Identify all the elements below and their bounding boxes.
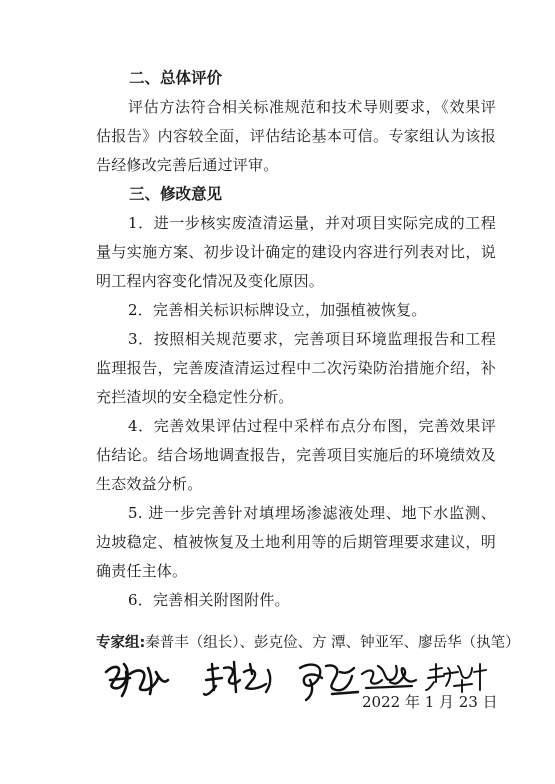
signature-3 [300,665,358,700]
document-body [96,64,496,615]
signature-1 [106,664,168,696]
revision-item-3: 3．按照相关规范要求，完善项目环境监理报告和工程监理报告，完善废渣清运过程中二次污染防治措施介绍，补充拦渣坝的安全稳定性分析。 [96,330,496,406]
expert-group-names: 秦普丰（组长）、彭克俭、方 潭、钟亚军、廖岳华（执笔） [145,635,520,651]
signature-5 [426,664,486,692]
revision-item-6: 6．完善相关附图附件。 [128,591,290,609]
signature-2 [204,662,270,695]
section-3-heading: 三、修改意见 [129,185,223,203]
revision-item-4: 4．完善效果评估过程中采样布点分布图，完善效果评估结论。结合场地调查报告，完善项目实施后的环境绩效及生态效益分析。 [96,417,496,493]
section-2-paragraph: 评估方法符合相关标准规范和技术导则要求，《效果评估报告》内容较全面，评估结论基本可信。专家组认为该报告经修改完善后通过评审。 [96,98,496,174]
revision-item-2: 2．完善相关标识标牌设立，加强植被恢复。 [128,301,427,319]
signature-4 [362,666,416,688]
document-date: 2022 年 1 月 23 日 [362,693,498,711]
revision-item-5: 5. 进一步完善针对填埋场渗滤液处理、地下水监测、边坡稳定、植被恢复及土地利用等的后期管理要求建议，明确责任主体。 [96,504,496,580]
section-2-heading: 二、总体评价 [129,69,223,87]
expert-group-label: 专家组: [96,635,146,651]
revision-item-1: 1．进一步核实废渣清运量，并对项目实际完成的工程量与实施方案、初步设计确定的建设内容进行列表对比，说明工程内容变化情况及变化原因。 [96,214,496,290]
